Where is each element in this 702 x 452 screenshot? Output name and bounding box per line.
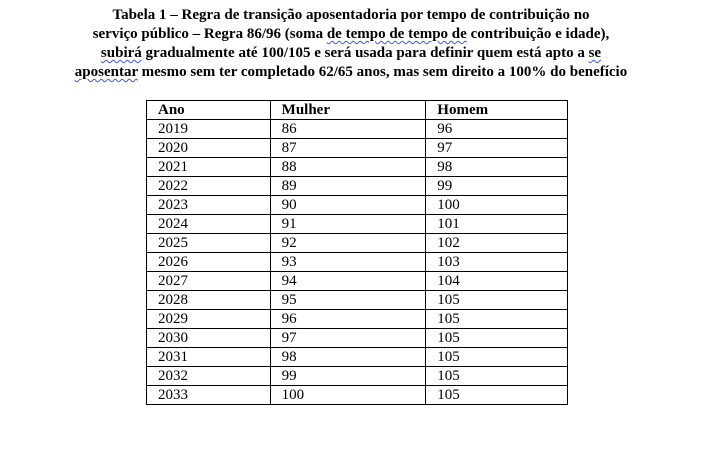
cell-homem: 97 — [426, 139, 568, 158]
table-caption — [40, 6, 662, 82]
table-row — [147, 291, 568, 310]
table-row — [147, 158, 568, 177]
cell-homem: 96 — [426, 120, 568, 139]
table-row — [147, 196, 568, 215]
table-row — [147, 253, 568, 272]
cell-mulher: 100 — [270, 386, 426, 405]
spellcheck-flagged-word: aposentar — [74, 64, 138, 80]
table-header-row — [147, 101, 568, 120]
cell-homem: 99 — [426, 177, 568, 196]
cell-ano: 2028 — [147, 291, 271, 310]
cell-ano: 2023 — [147, 196, 271, 215]
transition-rule-table — [146, 100, 568, 405]
cell-homem: 105 — [426, 348, 568, 367]
spellcheck-flagged-word: subirá — [100, 45, 142, 61]
cell-mulher: 95 — [270, 291, 426, 310]
table-row — [147, 215, 568, 234]
table-row — [147, 386, 568, 405]
table-row — [147, 177, 568, 196]
table-row — [147, 120, 568, 139]
table-row — [147, 234, 568, 253]
cell-ano: 2020 — [147, 139, 271, 158]
caption-line-4 — [40, 63, 662, 82]
caption-line-3-middle: gradualmente até 100/105 e será usada para definir quem está apto a — [141, 45, 589, 61]
cell-mulher: 98 — [270, 348, 426, 367]
cell-mulher: 88 — [270, 158, 426, 177]
cell-ano: 2022 — [147, 177, 271, 196]
cell-homem: 100 — [426, 196, 568, 215]
cell-ano: 2025 — [147, 234, 271, 253]
cell-homem: 105 — [426, 291, 568, 310]
cell-homem: 104 — [426, 272, 568, 291]
spellcheck-flagged-phrase: de tempo de tempo de — [326, 26, 467, 42]
cell-homem: 102 — [426, 234, 568, 253]
cell-homem: 98 — [426, 158, 568, 177]
cell-mulher: 92 — [270, 234, 426, 253]
cell-mulher: 90 — [270, 196, 426, 215]
cell-ano: 2029 — [147, 310, 271, 329]
table-row — [147, 348, 568, 367]
cell-homem: 103 — [426, 253, 568, 272]
cell-mulher: 96 — [270, 310, 426, 329]
cell-ano: 2019 — [147, 120, 271, 139]
cell-homem: 105 — [426, 386, 568, 405]
cell-mulher: 99 — [270, 367, 426, 386]
caption-line-3 — [40, 44, 662, 63]
column-header-homem: Homem — [426, 101, 568, 120]
table-body — [147, 120, 568, 405]
cell-homem: 105 — [426, 329, 568, 348]
cell-mulher: 91 — [270, 215, 426, 234]
column-header-mulher: Mulher — [270, 101, 426, 120]
cell-ano: 2031 — [147, 348, 271, 367]
cell-mulher: 93 — [270, 253, 426, 272]
cell-homem: 105 — [426, 367, 568, 386]
cell-mulher: 89 — [270, 177, 426, 196]
cell-mulher: 94 — [270, 272, 426, 291]
caption-line-2 — [40, 25, 662, 44]
cell-mulher: 87 — [270, 139, 426, 158]
cell-ano: 2026 — [147, 253, 271, 272]
table-row — [147, 367, 568, 386]
cell-ano: 2024 — [147, 215, 271, 234]
table-row — [147, 139, 568, 158]
table-row — [147, 329, 568, 348]
caption-line-2-start: serviço público – Regra 86/96 (soma — [92, 26, 327, 42]
cell-homem: 105 — [426, 310, 568, 329]
cell-ano: 2021 — [147, 158, 271, 177]
spellcheck-flagged-word: se — [588, 45, 602, 61]
cell-mulher: 86 — [270, 120, 426, 139]
cell-homem: 101 — [426, 215, 568, 234]
column-header-ano: Ano — [147, 101, 271, 120]
caption-line-1: Tabela 1 – Regra de transição aposentadoria por tempo de contribuição no — [112, 7, 590, 23]
cell-ano: 2033 — [147, 386, 271, 405]
cell-ano: 2027 — [147, 272, 271, 291]
cell-ano: 2030 — [147, 329, 271, 348]
caption-line-4-end: mesmo sem ter completado 62/65 anos, mas sem direito a 100% do benefício — [137, 64, 628, 80]
cell-ano: 2032 — [147, 367, 271, 386]
cell-mulher: 97 — [270, 329, 426, 348]
table-row — [147, 272, 568, 291]
table-row — [147, 310, 568, 329]
caption-line-2-end: contribuição e idade), — [466, 26, 610, 42]
